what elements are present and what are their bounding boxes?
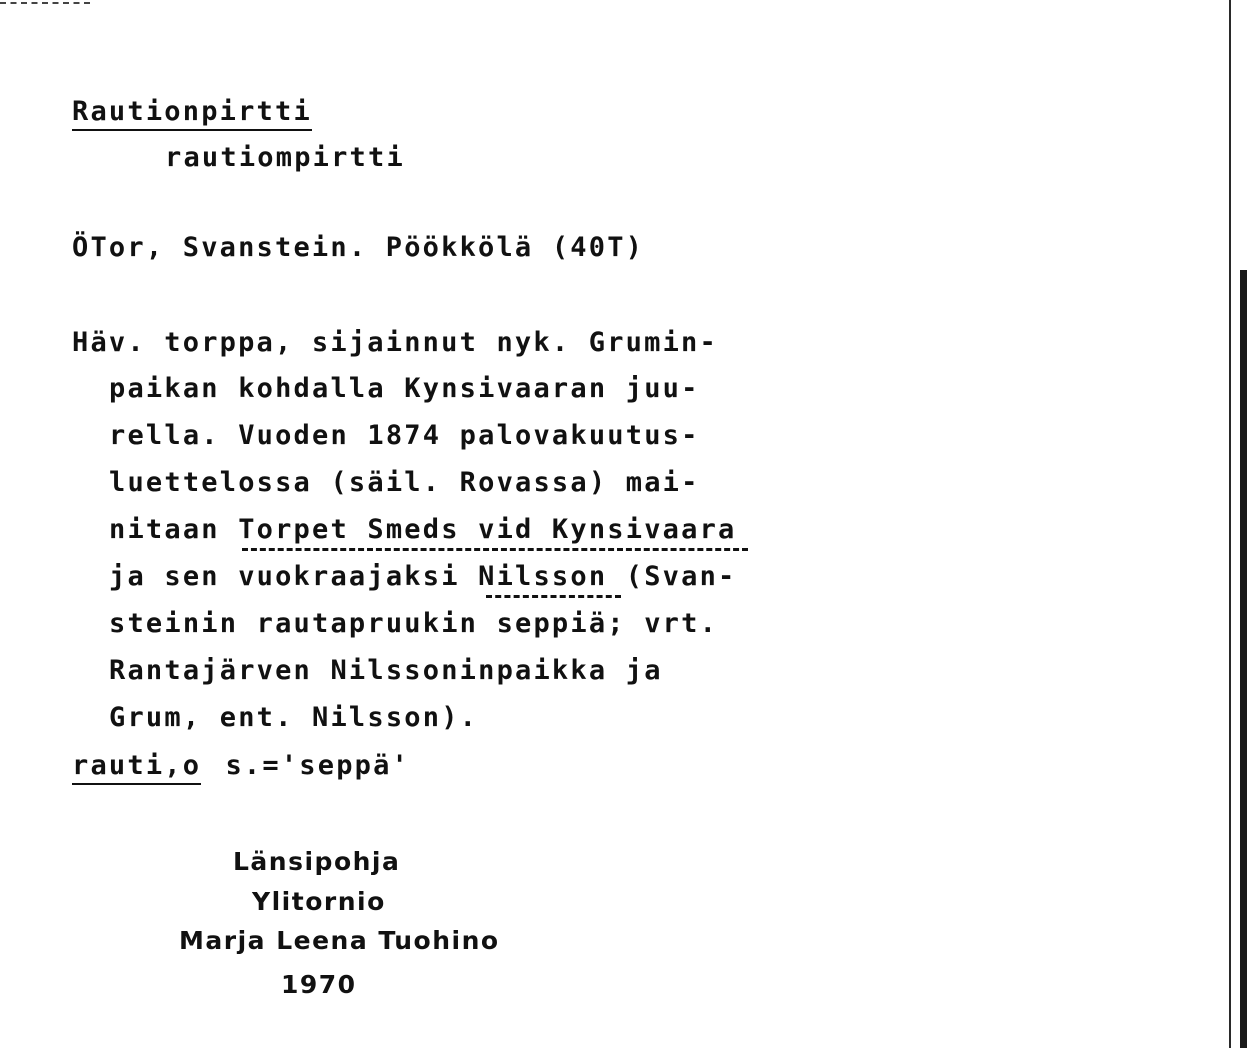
dashed-underline xyxy=(486,595,621,598)
body-line: ja sen vuokraajaksi Nilsson (Svan- xyxy=(109,561,737,592)
variant-form: rautiompirtti xyxy=(165,142,405,173)
body-line: Grum, ent. Nilsson). xyxy=(109,702,479,733)
dashed-underline xyxy=(242,548,748,551)
stamp-region: Länsipohja xyxy=(233,847,401,876)
stamp-collector: Marja Leena Tuohino xyxy=(179,926,500,955)
body-line: paikan kohdalla Kynsivaaran juu- xyxy=(109,373,700,404)
body-line: nitaan Torpet Smeds vid Kynsivaara xyxy=(109,514,737,545)
body-line: luettelossa (säil. Rovassa) mai- xyxy=(109,467,700,498)
stamp-parish: Ylitornio xyxy=(252,887,386,916)
stamp-year: 1970 xyxy=(281,970,357,999)
scan-edge-right xyxy=(1229,0,1231,1048)
etymology-gloss: s.='seppä' xyxy=(207,750,411,781)
headword: Rautionpirtti xyxy=(72,96,312,131)
body-line: Rantajärven Nilssoninpaikka ja xyxy=(109,655,663,686)
source-line: ÖTor, Svanstein. Pöökkölä (40T) xyxy=(72,232,645,263)
etymology-word: rauti,o xyxy=(72,750,201,785)
scan-edge-top xyxy=(0,2,90,4)
body-line: steinin rautapruukin seppiä; vrt. xyxy=(109,608,719,639)
scan-edge-right-shadow xyxy=(1240,270,1247,1048)
body-line: Häv. torppa, sijainnut nyk. Grumin- xyxy=(72,327,718,358)
body-line: rella. Vuoden 1874 palovakuutus- xyxy=(109,420,700,451)
